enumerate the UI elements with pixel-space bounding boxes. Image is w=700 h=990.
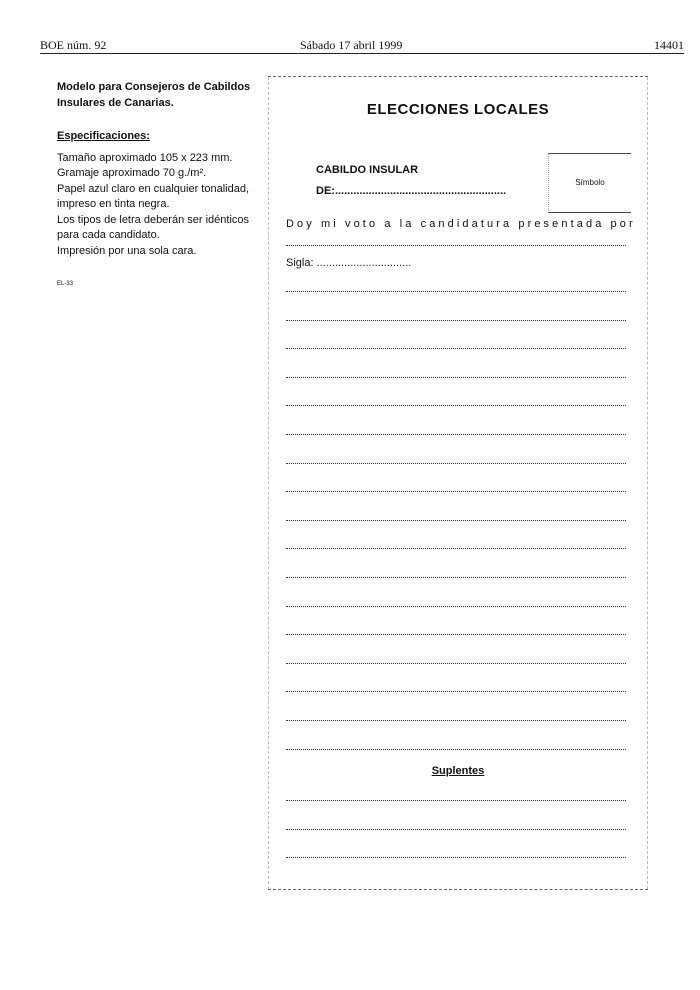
candidate-line [286,663,626,664]
model-code: EL-33 [57,281,74,287]
vote-statement: Doy mi voto a la candidatura presentada por [286,218,636,230]
symbol-box [548,153,631,213]
spec-item: Tamaño aproximado 105 x 223 mm. [57,151,233,164]
candidate-line [286,320,626,321]
candidate-line [286,577,626,578]
spec-item: Papel azul claro en cualquier tonalidad, impreso en tinta negra. [57,182,250,210]
candidature-line [286,245,626,246]
page-number: 14401 [654,38,684,52]
specifications-column [57,80,252,293]
candidate-line [286,634,626,635]
suplente-line [286,800,626,801]
candidate-line [286,434,626,435]
spec-heading: Especificaciones: [57,130,150,142]
candidate-line [286,720,626,721]
suplente-line [286,857,626,858]
model-title: Modelo para Consejeros de Cabildos Insulares de Canarias. [57,81,251,109]
sigla-field: Sigla: ............................... [286,257,412,269]
candidate-line [286,548,626,549]
symbol-label: Símbolo [575,178,605,187]
candidate-line [286,348,626,349]
candidate-line [286,405,626,406]
spec-item: Impresión por una sola cara. [57,244,197,257]
page-header [40,38,684,52]
cabildo-label: CABILDO INSULAR [316,164,419,176]
candidate-line [286,606,626,607]
candidate-line [286,520,626,521]
candidate-line [286,463,626,464]
spec-item: Gramaje aproximado 70 g./m². [57,167,207,179]
candidate-line [286,691,626,692]
ballot-form [268,76,648,890]
publication-date: Sábado 17 abril 1999 [300,38,403,52]
ballot-title: ELECCIONES LOCALES [366,101,550,118]
suplente-line [286,829,626,830]
spec-item: Los tipos de letra deberán ser idénticos para cada candidato. [57,213,250,241]
candidate-line [286,749,626,750]
candidate-line [286,291,626,292]
header-rule [40,53,684,54]
de-field: DE:........................................................ [316,185,507,197]
candidate-line [286,491,626,492]
candidate-line [286,377,626,378]
journal-issue: BOE núm. 92 [40,38,107,52]
suplentes-heading: Suplentes [431,765,485,777]
